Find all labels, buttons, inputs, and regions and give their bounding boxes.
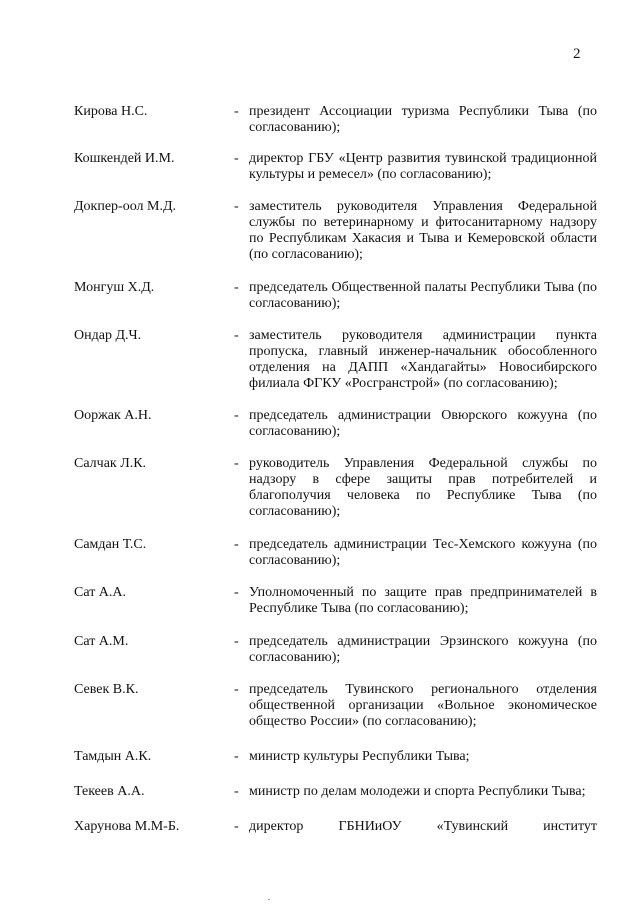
member-name: Кирова Н.С. (74, 104, 148, 119)
member-position: президент Ассоциации туризма Республики Тыва (по согласованию); (249, 104, 597, 135)
member-name: Сат А.А. (74, 585, 127, 600)
entry-dash: - (234, 537, 239, 552)
list-item (74, 104, 598, 136)
member-position: руководитель Управления Федеральной службы по надзору в сфере защиты прав потребителей и благополучия человека по Республике Тыва (по согласованию); (249, 456, 597, 519)
member-position: председатель администрации Тес-Хемского кожууна (по согласованию); (249, 537, 597, 568)
member-name: Салчак Л.К. (74, 456, 147, 471)
entry-dash: - (234, 749, 239, 764)
member-name: Тамдын А.К. (74, 749, 152, 764)
entry-dash: - (234, 682, 239, 697)
scan-speck (268, 899, 270, 900)
entry-dash: - (234, 784, 239, 799)
member-name: Ондар Д.Ч. (74, 328, 142, 343)
entry-dash: - (234, 280, 239, 295)
member-name: Харунова М.М-Б. (74, 819, 180, 834)
page-number: 2 (573, 46, 581, 62)
member-name: Докпер-оол М.Д. (74, 199, 177, 214)
entry-dash: - (234, 408, 239, 423)
member-name: Самдан Т.С. (74, 537, 147, 552)
member-position: заместитель руководителя Управления Федеральной службы по ветеринарному и фитосанитарному надзору по Республикам Хакасия и Тыва и Кемеровской области (по согласованию); (249, 199, 597, 262)
member-position: Уполномоченный по защите прав предпринимателей в Республике Тыва (по согласованию); (249, 585, 597, 616)
list-item (74, 408, 598, 440)
member-name: Текеев А.А. (74, 784, 145, 799)
list-item (74, 328, 598, 392)
list-item (74, 634, 598, 666)
list-item (74, 819, 598, 835)
member-position: директор ГБУ «Центр развития тувинской традиционной культуры и ремесел» (по согласованию); (249, 151, 597, 182)
list-item (74, 199, 598, 263)
list-item (74, 537, 598, 569)
member-position: председатель Тувинского регионального отделения общественной организации «Вольное экономическое общество России» (по согласованию); (249, 682, 597, 729)
member-position: заместитель руководителя администрации пункта пропуска, главный инженер-начальник обособленного отделения на ДАПП «Хандагайты» Новосибирского филиала ФГКУ «Росгранстрой» (по согласованию); (249, 328, 597, 391)
member-position: председатель администрации Эрзинского кожууна (по согласованию); (249, 634, 597, 665)
member-position: министр по делам молодежи и спорта Республики Тыва; (249, 784, 586, 799)
list-item (74, 682, 598, 730)
list-item (74, 784, 598, 800)
member-name: Монгуш Х.Д. (74, 280, 155, 295)
entry-dash: - (234, 328, 239, 343)
member-position: председатель Общественной палаты Республики Тыва (по согласованию); (249, 280, 597, 311)
member-position: директор ГБНИиОУ «Тувинский институт (249, 819, 597, 834)
list-item (74, 749, 598, 765)
entry-dash: - (234, 151, 239, 166)
list-item (74, 280, 598, 312)
entry-dash: - (234, 819, 239, 834)
member-name: Сат А.М. (74, 634, 129, 649)
list-item (74, 585, 598, 617)
member-name: Кошкендей И.М. (74, 151, 175, 166)
list-item (74, 151, 598, 183)
entry-dash: - (234, 634, 239, 649)
member-name: Ооржак А.Н. (74, 408, 152, 423)
entry-dash: - (234, 104, 239, 119)
member-position: министр культуры Республики Тыва; (249, 749, 470, 764)
list-item (74, 456, 598, 520)
member-position: председатель администрации Овюрского кожууна (по согласованию); (249, 408, 597, 439)
entry-dash: - (234, 585, 239, 600)
entry-dash: - (234, 199, 239, 214)
entry-dash: - (234, 456, 239, 471)
member-name: Севек В.К. (74, 682, 139, 697)
